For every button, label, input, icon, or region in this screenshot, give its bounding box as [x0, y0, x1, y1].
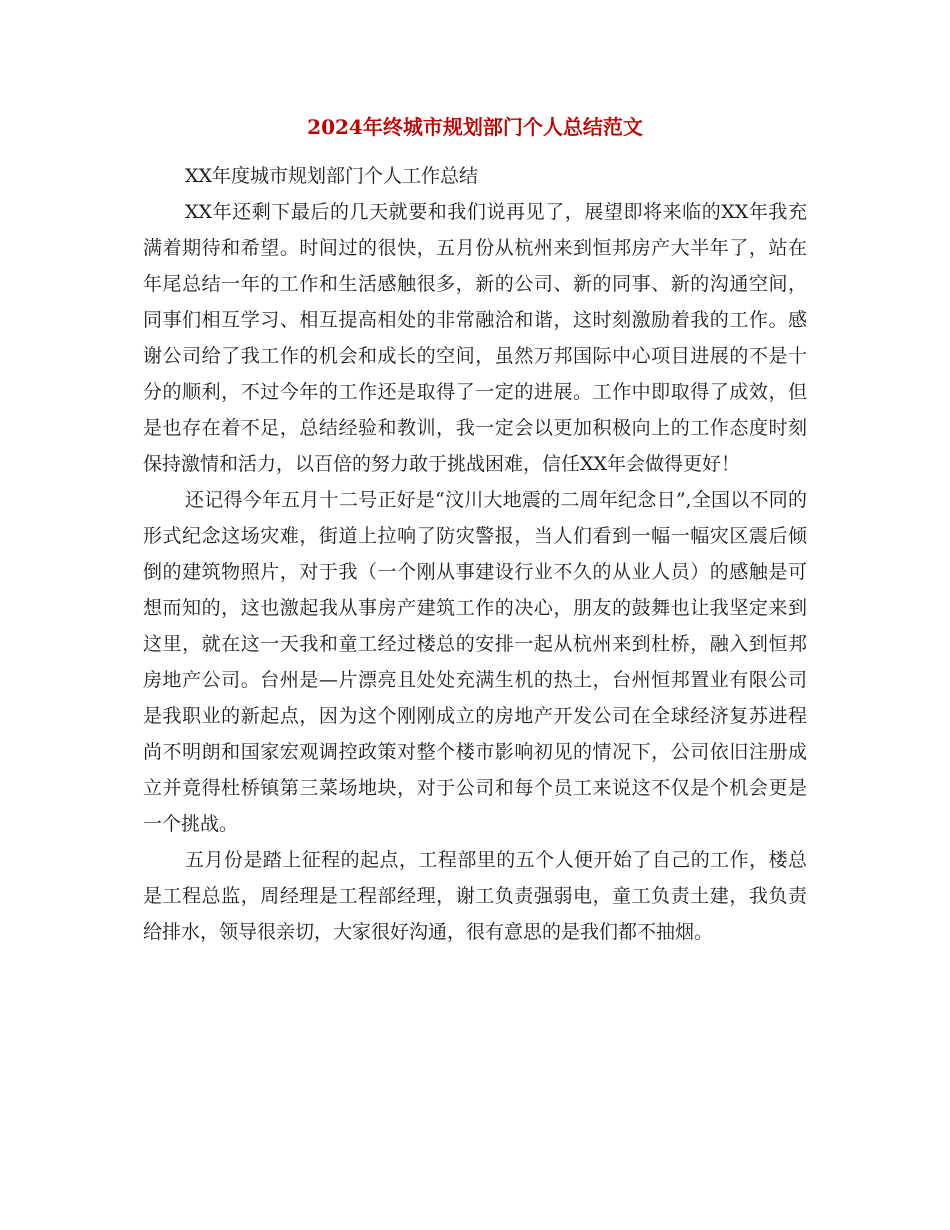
paragraph-3: 五月份是踏上征程的起点，工程部里的五个人便开始了自己的工作，楼总是工程总监，周经理是工程部经理，谢工负责强弱电，童工负责土建，我负责给排水，领导很亲切，大家很好沟通，很有意思的是我们都不抽烟。 — [143, 849, 807, 943]
document-subtitle: XX年度城市规划部门个人工作总结 — [185, 165, 479, 187]
document-body — [143, 158, 807, 950]
document-title: 2024年终城市规划部门个人总结范文 — [307, 115, 643, 139]
paragraph-2: 还记得今年五月十二号正好是“汶川大地震的二周年纪念日”,全国以不同的形式纪念这场灾难，街道上拉响了防灾警报，当人们看到一幅一幅灾区震后倾倒的建筑物照片，对于我（一个刚从事建设行业不久的从业人员）的感触是可想而知的，这也激起我从事房产建筑工作的决心，朋友的鼓舞也让我坚定来到这里，就在这一天我和童工经过楼总的安排一起从杭州来到杜桥，融入到恒邦房地产公司。台州是—片漂亮且处处充满生机的热土，台州恒邦置业有限公司是我职业的新起点，因为这个刚刚成立的房地产开发公司在全球经济复苏进程尚不明朗和国家宏观调控政策对整个楼市影响初见的情况下，公司依旧注册成立并竟得杜桥镇第三菜场地块，对于公司和每个员工来说这不仅是个机会更是一个挑战。 — [143, 489, 807, 835]
paragraph-1: XX年还剩下最后的几天就要和我们说再见了，展望即将来临的XX年我充满着期待和希望。时间过的很快，五月份从杭州来到恒邦房产大半年了，站在年尾总结一年的工作和生活感触很多，新的公司、新的同事、新的沟通空间，同事们相互学习、相互提高相处的非常融洽和谐，这时刻激励着我的工作。感谢公司给了我工作的机会和成长的空间，虽然万邦国际中心项目进展的不是十分的顺利，不过今年的工作还是取得了一定的进展。工作中即取得了成效，但是也存在着不足，总结经验和教训，我一定会以更加积极向上的工作态度时刻保持激情和活力，以百倍的努力敢于挑战困难，信任XX年会做得更好！ — [143, 201, 807, 475]
